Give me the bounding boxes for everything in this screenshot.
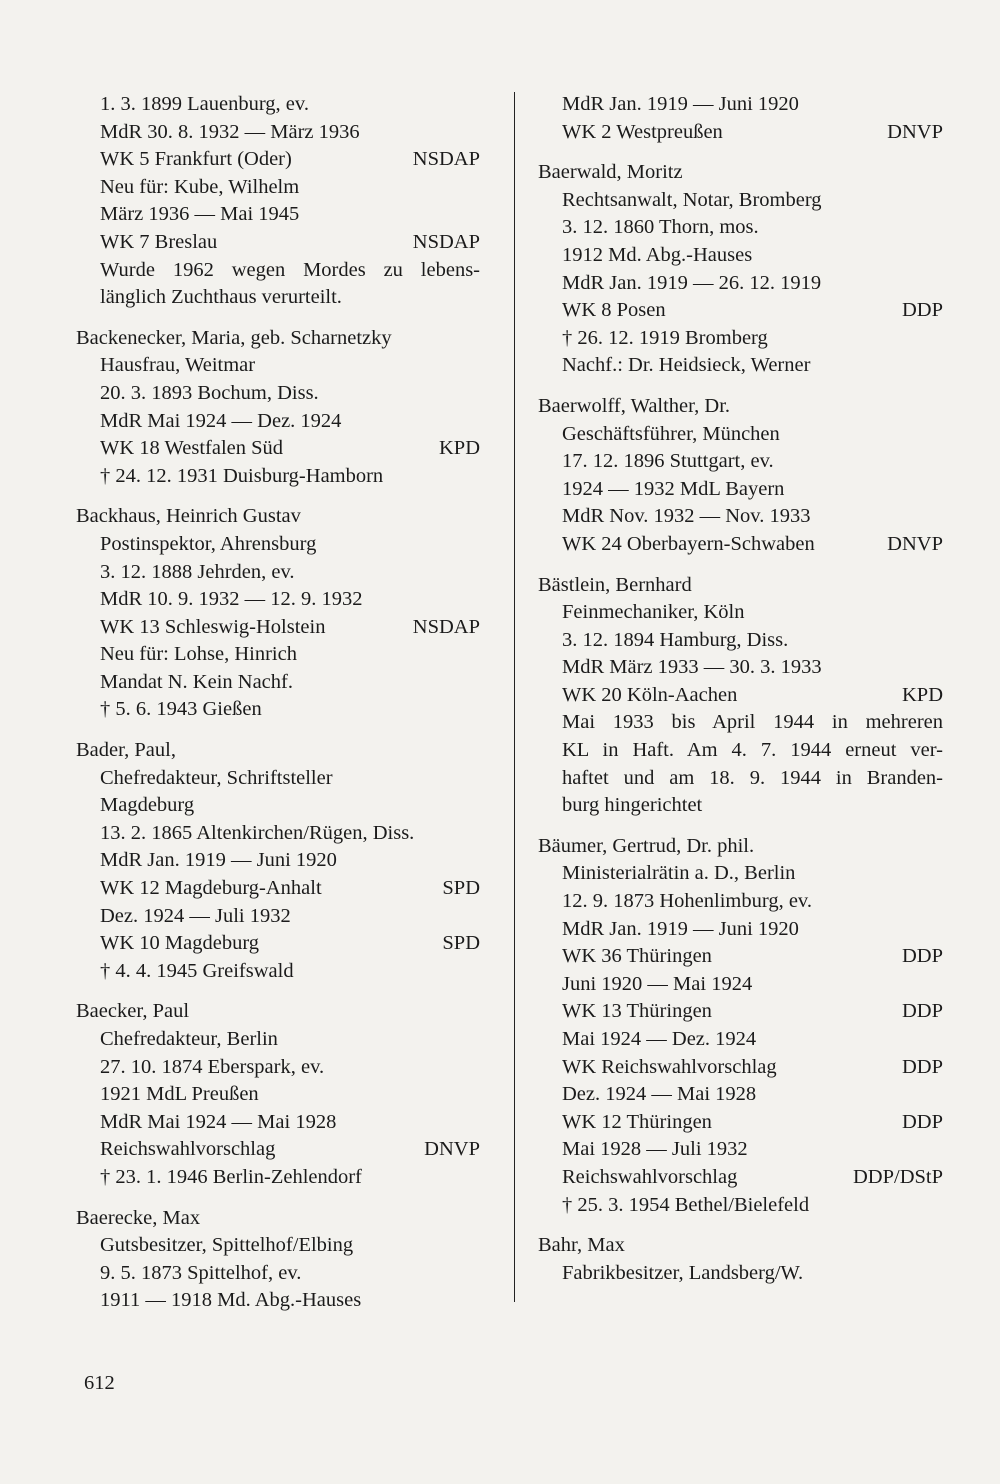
line-text: Dez. 1924 — Juli 1932	[100, 904, 291, 927]
line-text: Mai 1928 — Juli 1932	[562, 1138, 748, 1161]
line-text: burg hingerichtet	[562, 794, 703, 817]
entry-line	[538, 627, 943, 655]
entry-line	[76, 930, 480, 958]
line-text: Wurde 1962 wegen Mordes zu lebens-	[100, 258, 480, 281]
entry-name-line	[538, 572, 943, 600]
entry-line	[76, 696, 480, 724]
party-label: NSDAP	[412, 615, 480, 638]
line-text: MdR Mai 1924 — Dez. 1924	[100, 409, 342, 432]
party-label: DDP	[901, 1110, 943, 1133]
line-text: WK 13 Schleswig-Holstein	[100, 615, 326, 638]
entry-name-line	[76, 503, 480, 531]
entry-line	[76, 408, 480, 436]
line-text: 13. 2. 1865 Altenkirchen/Rügen, Diss.	[100, 821, 415, 844]
line-text: Mai 1924 — Dez. 1924	[562, 1028, 757, 1050]
line-text: WK 2 Westpreußen	[562, 120, 723, 143]
entry-line	[76, 435, 480, 463]
line-text: 9. 5. 1873 Spittelhof, ev.	[100, 1261, 302, 1284]
entry-line	[538, 1136, 943, 1164]
entry-line	[76, 1164, 480, 1192]
line-text: WK 7 Breslau	[100, 230, 218, 253]
right-column	[538, 91, 943, 1287]
entry-line	[538, 352, 943, 380]
party-label: DNVP	[887, 532, 943, 555]
line-text: Baerwolff, Walther, Dr.	[538, 394, 731, 417]
entry-gap	[538, 380, 943, 393]
line-text: Juni 1920 — Mai 1924	[562, 972, 753, 995]
entry-line	[538, 860, 943, 888]
line-text: 27. 10. 1874 Eberspark, ev.	[100, 1055, 325, 1078]
party-label: SPD	[442, 932, 480, 955]
entry-line	[76, 1081, 480, 1109]
line-text: † 23. 1. 1946 Berlin-Zehlendorf	[100, 1165, 362, 1188]
line-text: WK 12 Thüringen	[562, 1110, 712, 1133]
line-text: MdR März 1933 — 30. 3. 1933	[562, 656, 822, 679]
line-text: WK 20 Köln-Aachen	[562, 683, 738, 706]
entry-line	[76, 958, 480, 986]
biography-entry	[76, 91, 480, 312]
line-text: Reichswahlvorschlag	[562, 1165, 738, 1188]
entry-name-line	[538, 159, 943, 187]
entry-line	[76, 792, 480, 820]
entry-line	[538, 792, 943, 820]
party-label: DDP	[901, 1000, 943, 1023]
line-text: MdR Jan. 1919 — Juni 1920	[562, 917, 799, 940]
entry-name-line	[538, 833, 943, 861]
entry-name-line	[538, 393, 943, 421]
entry-line	[76, 257, 480, 285]
line-text: 1921 MdL Preußen	[100, 1083, 259, 1106]
entry-gap	[538, 559, 943, 572]
entry-line	[76, 820, 480, 848]
entry-line	[538, 187, 943, 215]
line-text: 1912 Md. Abg.-Hauses	[562, 243, 753, 266]
entry-line	[76, 1287, 480, 1315]
party-label: KPD	[901, 683, 943, 706]
entry-name-line	[76, 1205, 480, 1233]
page-number: 612	[84, 1372, 115, 1394]
line-text: 17. 12. 1896 Stuttgart, ev.	[562, 450, 774, 473]
entry-gap	[76, 312, 480, 325]
biography-entry	[538, 1232, 943, 1287]
line-text: 20. 3. 1893 Bochum, Diss.	[100, 381, 319, 404]
left-column	[76, 91, 480, 1315]
party-label: DNVP	[887, 120, 943, 143]
party-label: NSDAP	[412, 230, 480, 253]
biography-entry	[538, 393, 943, 559]
party-label: NSDAP	[412, 148, 480, 171]
entry-line	[76, 91, 480, 119]
party-label: DDP/DStP	[852, 1165, 943, 1188]
party-label: DDP	[901, 1055, 943, 1078]
line-text: WK Reichswahlvorschlag	[562, 1055, 777, 1078]
entry-line	[76, 174, 480, 202]
entry-line	[538, 270, 943, 298]
line-text: † 24. 12. 1931 Duisburg-Hamborn	[100, 464, 384, 487]
line-text: KL in Haft. Am 4. 7. 1944 erneut ver-	[562, 739, 943, 762]
line-text: Ministerialrätin a. D., Berlin	[562, 862, 796, 885]
entry-line	[538, 297, 943, 325]
entry-line	[538, 998, 943, 1026]
line-text: Baerwald, Moritz	[538, 161, 683, 184]
line-text: WK 5 Frankfurt (Oder)	[100, 148, 292, 171]
entry-line	[76, 875, 480, 903]
line-text: † 5. 6. 1943 Gießen	[100, 698, 262, 721]
entry-line	[538, 119, 943, 147]
entry-line	[538, 709, 943, 737]
biography-entry	[76, 1205, 480, 1315]
line-text: haftet und am 18. 9. 1944 in Branden-	[562, 766, 943, 789]
line-text: Mai 1933 bis April 1944 in mehreren	[562, 711, 943, 734]
entry-line	[76, 146, 480, 174]
line-text: MdR Jan. 1919 — Juni 1920	[562, 93, 799, 115]
line-text: Nachf.: Dr. Heidsieck, Werner	[562, 354, 811, 377]
entry-line	[76, 847, 480, 875]
biography-entry	[538, 572, 943, 820]
entry-line	[76, 463, 480, 491]
party-label: DDP	[901, 299, 943, 322]
line-text: MdR Nov. 1932 — Nov. 1933	[562, 505, 811, 528]
line-text: Bader, Paul,	[76, 739, 176, 762]
line-text: MdR 10. 9. 1932 — 12. 9. 1932	[100, 588, 363, 611]
entry-line	[538, 421, 943, 449]
entry-line	[76, 1054, 480, 1082]
line-text: † 25. 3. 1954 Bethel/Bielefeld	[562, 1193, 810, 1216]
entry-line	[538, 599, 943, 627]
entry-line	[538, 503, 943, 531]
line-text: MdR Mai 1924 — Mai 1928	[100, 1110, 337, 1133]
line-text: Baerecke, Max	[76, 1206, 201, 1229]
line-text: MdR Jan. 1919 — Juni 1920	[100, 849, 337, 872]
entry-line	[76, 1109, 480, 1137]
entry-line	[538, 916, 943, 944]
entry-line	[76, 1136, 480, 1164]
party-label: DDP	[901, 945, 943, 968]
line-text: März 1936 — Mai 1945	[100, 203, 300, 226]
entry-line	[76, 201, 480, 229]
entry-gap	[76, 985, 480, 998]
entry-gap	[538, 146, 943, 159]
entry-name-line	[76, 325, 480, 353]
entry-line	[76, 614, 480, 642]
line-text: Bästlein, Bernhard	[538, 573, 692, 596]
line-text: WK 12 Magdeburg-Anhalt	[100, 877, 322, 900]
line-text: Magdeburg	[100, 794, 195, 817]
line-text: Postinspektor, Ahrensburg	[100, 532, 317, 555]
entry-line	[538, 325, 943, 353]
line-text: WK 13 Thüringen	[562, 1000, 712, 1023]
entry-line	[538, 1109, 943, 1137]
entry-line	[76, 119, 480, 147]
line-text: Rechtsanwalt, Notar, Bromberg	[562, 188, 822, 211]
entry-line	[538, 682, 943, 710]
line-text: Bäumer, Gertrud, Dr. phil.	[538, 834, 755, 857]
line-text: 3. 12. 1888 Jehrden, ev.	[100, 560, 295, 583]
party-label: DNVP	[424, 1138, 480, 1161]
entry-line	[76, 765, 480, 793]
entry-line	[76, 352, 480, 380]
line-text: MdR Jan. 1919 — 26. 12. 1919	[562, 271, 822, 294]
line-text: Baecker, Paul	[76, 1000, 190, 1023]
entry-line	[538, 1192, 943, 1220]
column-divider	[514, 92, 515, 1302]
line-text: Backhaus, Heinrich Gustav	[76, 505, 301, 528]
entry-line	[538, 765, 943, 793]
line-text: 3. 12. 1860 Thorn, mos.	[562, 216, 759, 239]
entry-name-line	[76, 998, 480, 1026]
entry-line	[538, 943, 943, 971]
entry-line	[538, 214, 943, 242]
line-text: Bahr, Max	[538, 1234, 625, 1257]
entry-line	[538, 448, 943, 476]
line-text: Dez. 1924 — Mai 1928	[562, 1083, 757, 1106]
line-text: länglich Zuchthaus verurteilt.	[100, 286, 342, 309]
biography-entry	[76, 737, 480, 985]
entry-line	[76, 1232, 480, 1260]
line-text: Hausfrau, Weitmar	[100, 354, 256, 377]
entry-line	[76, 531, 480, 559]
entry-line	[538, 1026, 943, 1054]
biography-entry	[76, 503, 480, 724]
entry-line	[76, 1026, 480, 1054]
entry-line	[538, 737, 943, 765]
entry-line	[538, 971, 943, 999]
line-text: 1924 — 1932 MdL Bayern	[562, 477, 785, 500]
party-label: KPD	[438, 437, 480, 460]
line-text: WK 10 Magdeburg	[100, 932, 260, 955]
line-text: WK 24 Oberbayern-Schwaben	[562, 532, 815, 555]
entry-line	[76, 586, 480, 614]
entry-line	[538, 1054, 943, 1082]
entry-name-line	[538, 1232, 943, 1260]
biography-entry	[538, 833, 943, 1219]
party-label: SPD	[442, 877, 480, 900]
line-text: Geschäftsführer, München	[562, 422, 780, 445]
line-text: Fabrikbesitzer, Landsberg/W.	[562, 1261, 804, 1284]
entry-line	[538, 1260, 943, 1288]
entry-gap	[538, 820, 943, 833]
line-text: Feinmechaniker, Köln	[562, 601, 745, 624]
entry-name-line	[76, 737, 480, 765]
entry-line	[538, 1164, 943, 1192]
line-text: † 26. 12. 1919 Bromberg	[562, 326, 768, 349]
entry-line	[538, 242, 943, 270]
line-text: Chefredakteur, Schriftsteller	[100, 766, 333, 789]
line-text: Neu für: Lohse, Hinrich	[100, 643, 297, 666]
line-text: 1. 3. 1899 Lauenburg, ev.	[100, 93, 309, 115]
entry-gap	[76, 490, 480, 503]
line-text: Neu für: Kube, Wilhelm	[100, 175, 300, 198]
line-text: 12. 9. 1873 Hohenlimburg, ev.	[562, 890, 812, 913]
line-text: 1911 — 1918 Md. Abg.-Hauses	[100, 1289, 362, 1312]
line-text: Gutsbesitzer, Spittelhof/Elbing	[100, 1234, 354, 1257]
line-text: WK 8 Posen	[562, 299, 666, 322]
line-text: Mandat N. Kein Nachf.	[100, 670, 293, 693]
entry-gap	[76, 724, 480, 737]
line-text: WK 18 Westfalen Süd	[100, 437, 284, 460]
entry-line	[538, 654, 943, 682]
line-text: WK 36 Thüringen	[562, 945, 712, 968]
biography-entry	[76, 325, 480, 491]
entry-line	[76, 559, 480, 587]
biography-entry	[76, 998, 480, 1191]
entry-line	[76, 641, 480, 669]
entry-line	[538, 1081, 943, 1109]
biography-entry	[538, 159, 943, 380]
line-text: 3. 12. 1894 Hamburg, Diss.	[562, 628, 789, 651]
line-text: † 4. 4. 1945 Greifswald	[100, 959, 294, 982]
biography-entry	[538, 91, 943, 146]
entry-line	[76, 380, 480, 408]
entry-line	[538, 91, 943, 119]
line-text: MdR 30. 8. 1932 — März 1936	[100, 120, 360, 143]
entry-line	[76, 669, 480, 697]
entry-line	[76, 903, 480, 931]
entry-line	[538, 476, 943, 504]
entry-line	[76, 1260, 480, 1288]
entry-gap	[76, 1192, 480, 1205]
entry-gap	[538, 1219, 943, 1232]
entry-line	[76, 284, 480, 312]
entry-line	[538, 531, 943, 559]
line-text: Backenecker, Maria, geb. Scharnetzky	[76, 326, 392, 349]
entry-line	[76, 229, 480, 257]
line-text: Reichswahlvorschlag	[100, 1138, 276, 1161]
line-text: Chefredakteur, Berlin	[100, 1028, 278, 1050]
entry-line	[538, 888, 943, 916]
